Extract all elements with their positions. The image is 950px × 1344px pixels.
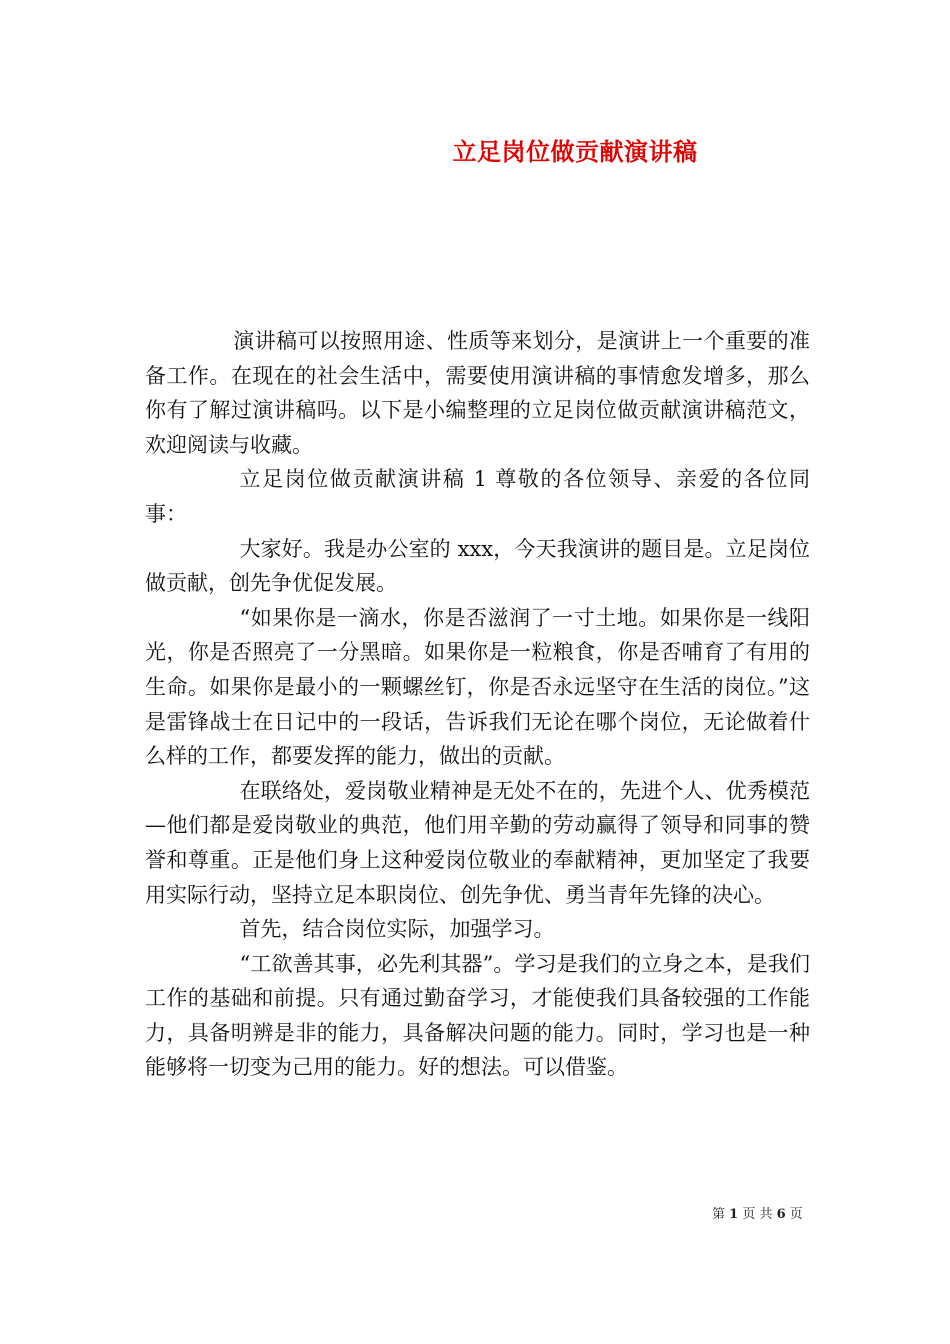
paragraph-salutation: 立足岗位做贡献演讲稿 1 尊敬的各位领导、亲爱的各位同事： [145, 467, 810, 526]
footer-middle: 页 共 [738, 1207, 777, 1222]
footer-suffix: 页 [785, 1207, 803, 1222]
document-body [145, 324, 810, 1085]
paragraph-liaison: 在联络处，爱岗敬业精神是无处不在的，先进个人、优秀模范—他们都是爱岗敬业的典范，他们用辛勤的劳动赢得了领导和同事的赞誉和尊重。正是他们身上这种爱岗位敬业的奉献精神，更加坚定了我要用实际行动，坚持立足本职岗位、创先争优、勇当青年先锋的决心。 [145, 778, 810, 907]
paragraph-first-point: 首先，结合岗位实际，加强学习。 [239, 917, 555, 942]
total-page-number: 6 [776, 1207, 786, 1222]
paragraph-quote: “如果你是一滴水，你是否滋润了一寸土地。如果你是一线阳光，你是否照亮了一分黑暗。如果你是一粒粮食，你是否哺育了有用的生命。如果你是最小的一颗螺丝钉，你是否永远坚守在生活的岗位。”这是雷锋战士在日记中的一段话，告诉我们无论在哪个岗位，无论做着什么样的工作，都要发挥的能力，做出的贡献。 [145, 605, 810, 769]
document-title: 立足岗位做贡献演讲稿 [452, 137, 698, 166]
footer-prefix: 第 [712, 1207, 730, 1222]
current-page-number: 1 [729, 1207, 739, 1222]
paragraph-greeting: 大家好。我是办公室的 xxx，今天我演讲的题目是。立足岗位做贡献，创先争优促发展。 [145, 536, 810, 596]
paragraph-intro: 演讲稿可以按照用途、性质等来划分，是演讲上一个重要的准备工作。在现在的社会生活中，需要使用演讲稿的事情愈发增多，那么你有了解过演讲稿吗。以下是小编整理的立足岗位做贡献演讲稿范文，欢迎阅读与收藏。 [145, 329, 810, 457]
page-footer [712, 1203, 803, 1222]
paragraph-study: “工欲善其事，必先利其器”。学习是我们的立身之本，是我们工作的基础和前提。只有通过勤奋学习，才能使我们具备较强的工作能力，具备明辨是非的能力，具备解决问题的能力。同时，学习也是一种能够将一切变为己用的能力。好的想法。可以借鉴。 [145, 951, 810, 1080]
